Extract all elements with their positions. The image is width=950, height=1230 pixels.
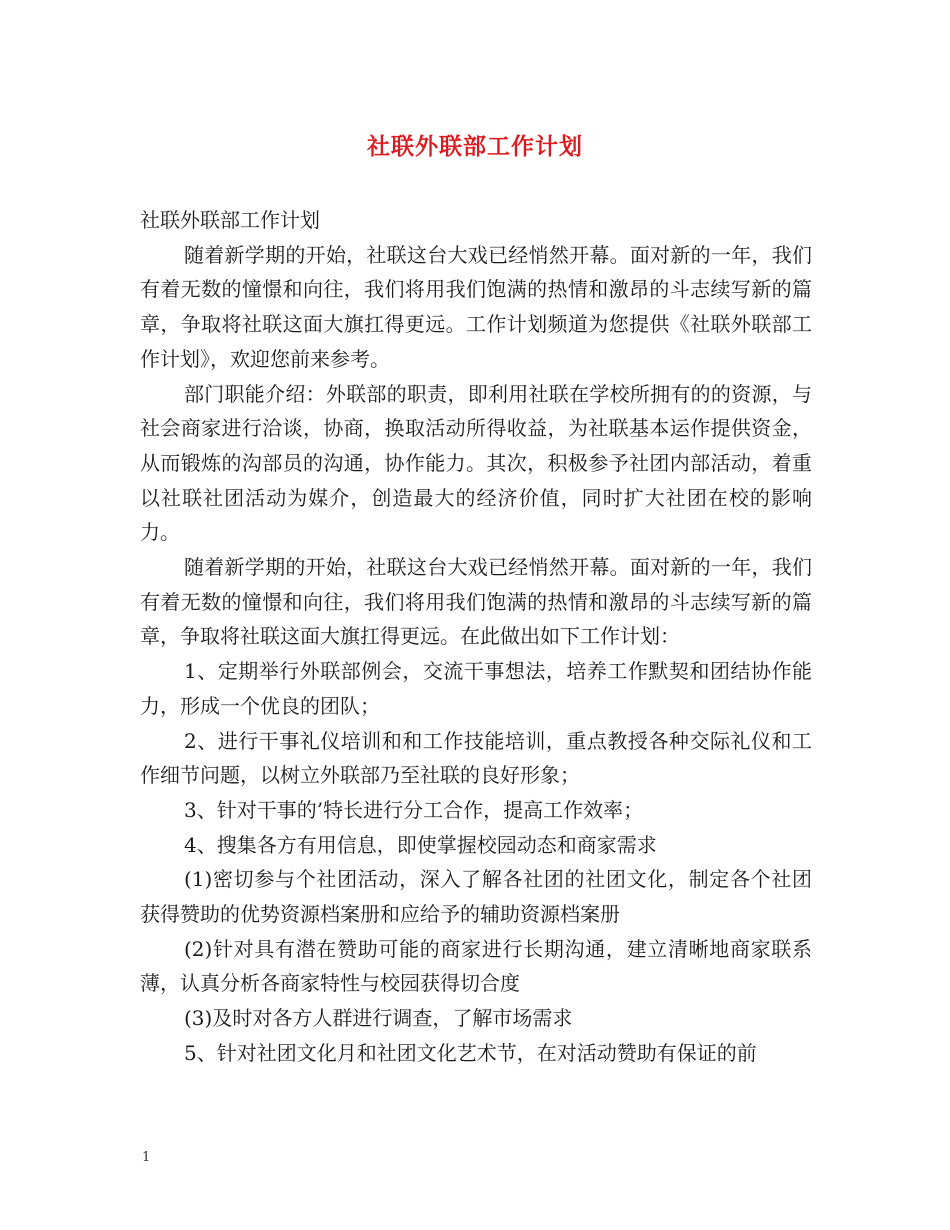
document-title: 社联外联部工作计划	[367, 133, 583, 160]
body-paragraph: 部门职能介绍：外联部的职责，即利用社联在学校所拥有的的资源，与社会商家进行洽谈，协商，换取活动所得收益，为社联基本运作提供资金，从而锻炼的沟部员的沟通，协作能力。其次，积极参予社团内部活动，着重以社联社团活动为媒介，创造最大的经济价值，同时扩大社团在校的影响力。	[140, 381, 812, 545]
body-paragraph: 1、定期举行外联部例会，交流干事想法，培养工作默契和团结协作能力，形成一个优良的团队；	[140, 659, 812, 718]
document-subtitle: 社联外联部工作计划	[140, 208, 320, 232]
body-paragraph: (3)及时对各方人群进行调查，了解市场需求	[184, 1006, 573, 1031]
body-paragraph: 4、搜集各方有用信息，即使掌握校园动态和商家需求	[184, 832, 657, 857]
body-paragraph: 3、针对干事的’特长进行分工合作，提高工作效率；	[184, 797, 644, 822]
body-paragraph: (2)针对具有潜在赞助可能的商家进行长期沟通，建立清晰地商家联系薄，认真分析各商家特性与校园获得切合度	[140, 936, 812, 996]
body-paragraph: 5、针对社团文化月和社团文化艺术节，在对活动赞助有保证的前	[184, 1040, 757, 1065]
body-paragraph: 2、进行干事礼仪培训和和工作技能培训，重点教授各种交际礼仪和工作细节问题，以树立外联部乃至社联的良好形象；	[140, 728, 812, 788]
body-paragraph: 随着新学期的开始，社联这台大戏已经悄然开幕。面对新的一年，我们有着无数的憧憬和向往，我们将用我们饱满的热情和激昂的斗志续写新的篇章，争取将社联这面大旗扛得更远。工作计划频道为您提供《社联外联部工作计划》，欢迎您前来参考。	[140, 242, 812, 371]
page-number: 1	[142, 1150, 151, 1165]
body-paragraph: (1)密切参与个社团活动，深入了解各社团的社团文化，制定各个社团获得赞助的优势资源档案册和应给予的辅助资源档案册	[140, 867, 812, 927]
document-body	[140, 203, 812, 1071]
body-paragraph: 随着新学期的开始，社联这台大戏已经悄然开幕。面对新的一年，我们有着无数的憧憬和向往，我们将用我们饱满的热情和激昂的斗志续写新的篇章，争取将社联这面大旗扛得更远。在此做出如下工作计划：	[140, 555, 812, 649]
